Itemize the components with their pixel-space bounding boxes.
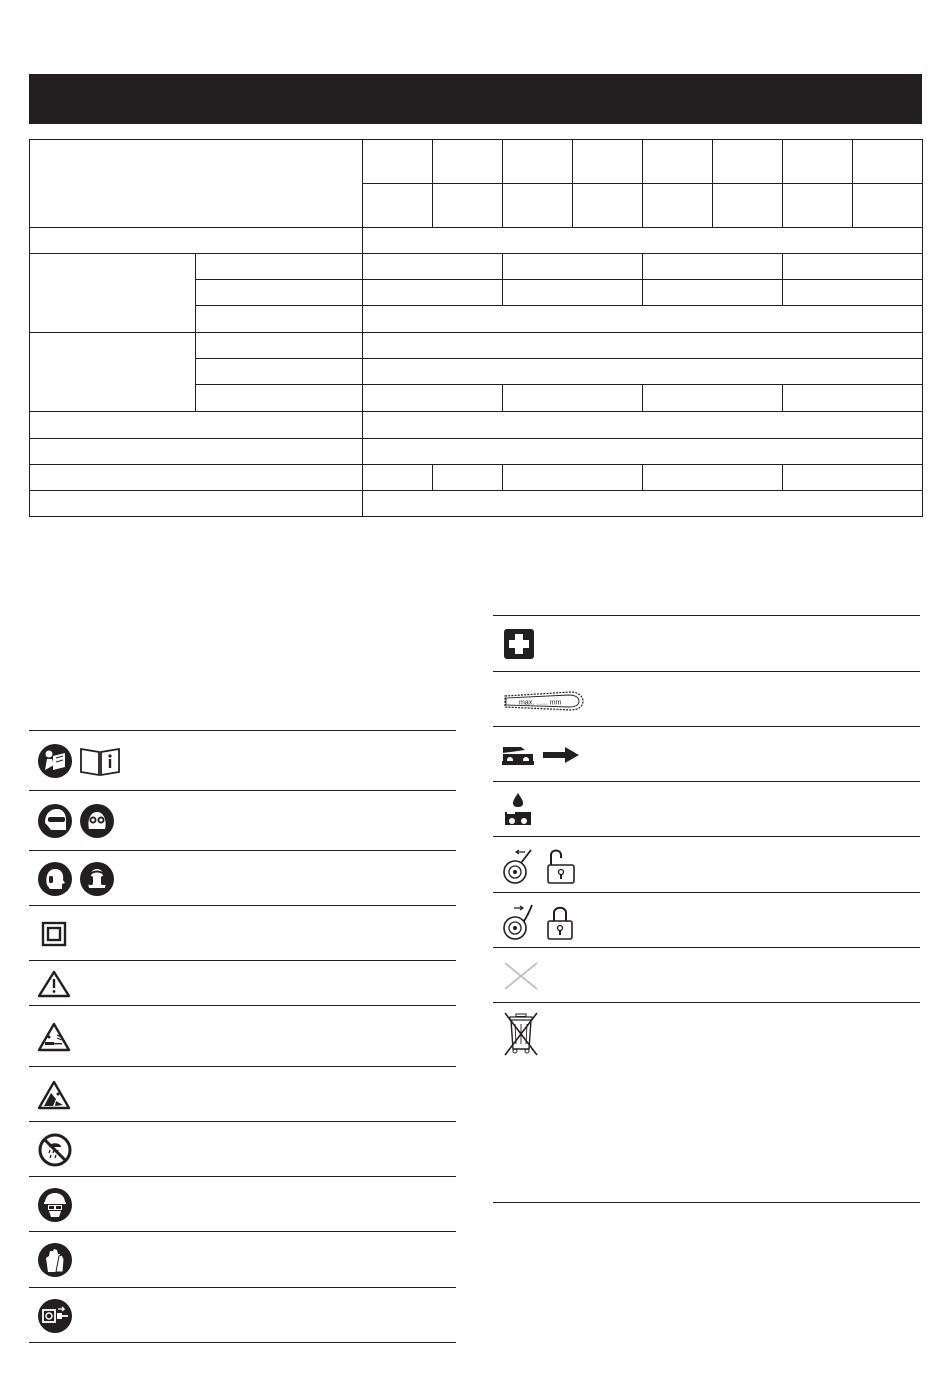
symbol-row bbox=[493, 947, 920, 1003]
right-symbol-list bbox=[493, 615, 920, 1203]
read-manual-icon bbox=[37, 743, 73, 779]
symbol-row bbox=[29, 960, 456, 1006]
value-cell bbox=[643, 280, 783, 306]
group-label-cell bbox=[30, 333, 196, 412]
kickback-warning-icon bbox=[37, 1021, 71, 1053]
symbol-row bbox=[493, 726, 920, 782]
value-cell bbox=[503, 280, 643, 306]
row-label-cell bbox=[30, 465, 363, 491]
value-cell bbox=[503, 254, 643, 280]
value-cell bbox=[503, 465, 643, 491]
value-cell bbox=[363, 412, 923, 439]
model-cell bbox=[783, 140, 853, 184]
table-corner-cell bbox=[30, 140, 363, 228]
model-cell bbox=[573, 140, 643, 184]
sub-label-cell bbox=[196, 333, 363, 359]
table-row bbox=[30, 439, 923, 465]
chain-direction-icon bbox=[501, 743, 535, 767]
unlocked-padlock-icon bbox=[543, 845, 577, 885]
value-cell bbox=[363, 228, 923, 254]
sub-label-cell bbox=[196, 359, 363, 385]
guide-bar-length-icon bbox=[501, 685, 585, 715]
value-cell bbox=[643, 254, 783, 280]
value-cell bbox=[363, 333, 923, 359]
symbol-row bbox=[29, 905, 456, 961]
value-cell bbox=[783, 280, 923, 306]
face-shield-helmet-icon bbox=[37, 803, 73, 839]
symbol-row bbox=[29, 1066, 456, 1122]
first-aid-icon bbox=[501, 626, 537, 662]
sub-label-cell bbox=[196, 254, 363, 280]
value-cell bbox=[363, 465, 433, 491]
right-arrow-icon bbox=[541, 745, 581, 765]
sub-label-cell bbox=[196, 385, 363, 412]
model-cell bbox=[713, 140, 783, 184]
value-cell bbox=[783, 465, 923, 491]
symbol-row bbox=[493, 671, 920, 727]
symbol-row bbox=[29, 1287, 456, 1343]
symbol-row bbox=[29, 1005, 456, 1067]
symbol-row bbox=[29, 790, 456, 851]
value-cell bbox=[643, 465, 783, 491]
table-row bbox=[30, 412, 923, 439]
warning-triangle-icon bbox=[37, 969, 71, 999]
bar-length-label: max. ...... mm bbox=[519, 699, 562, 706]
instruction-book-icon bbox=[79, 745, 121, 777]
symbol-row bbox=[493, 892, 920, 948]
table-row bbox=[30, 465, 923, 491]
value-cell bbox=[363, 306, 923, 333]
variant-cell bbox=[363, 184, 433, 228]
row-label-cell bbox=[30, 228, 363, 254]
section-header-bar bbox=[29, 74, 922, 124]
value-cell bbox=[363, 280, 503, 306]
left-symbol-list bbox=[29, 730, 456, 1343]
row-label-cell bbox=[30, 412, 363, 439]
falling-debris-warning-icon bbox=[37, 1079, 71, 1111]
table-header-row bbox=[30, 140, 923, 184]
safety-goggles-icon bbox=[79, 803, 115, 839]
variant-cell bbox=[503, 184, 573, 228]
symbol-row bbox=[493, 615, 920, 672]
row-label-cell bbox=[30, 491, 363, 517]
symbol-row bbox=[29, 730, 456, 791]
unplug-power-icon bbox=[37, 1298, 73, 1334]
table-row bbox=[30, 333, 923, 359]
sub-label-cell bbox=[196, 306, 363, 333]
symbol-row bbox=[29, 1176, 456, 1232]
value-cell bbox=[363, 491, 923, 517]
value-cell bbox=[363, 359, 923, 385]
model-cell bbox=[363, 140, 433, 184]
symbol-row bbox=[493, 836, 920, 893]
chain-oil-icon bbox=[501, 791, 535, 829]
value-cell bbox=[363, 385, 503, 412]
model-cell bbox=[643, 140, 713, 184]
row-label-cell bbox=[30, 439, 363, 465]
double-insulation-icon bbox=[37, 917, 71, 951]
value-cell bbox=[363, 254, 503, 280]
group-label-cell bbox=[30, 254, 196, 333]
chain-brake-engage-icon bbox=[501, 901, 537, 941]
value-cell bbox=[643, 385, 783, 412]
locked-padlock-icon bbox=[543, 901, 577, 941]
model-cell bbox=[433, 140, 503, 184]
value-cell bbox=[783, 385, 923, 412]
chain-brake-release-icon bbox=[501, 845, 537, 885]
model-cell bbox=[503, 140, 573, 184]
variant-cell bbox=[433, 184, 503, 228]
value-cell bbox=[783, 254, 923, 280]
symbol-row bbox=[29, 850, 456, 906]
head-protection-icon bbox=[37, 861, 73, 897]
symbol-row bbox=[29, 1121, 456, 1177]
ear-protection-icon bbox=[79, 861, 115, 897]
value-cell bbox=[363, 439, 923, 465]
technical-data-table bbox=[29, 139, 923, 517]
table-row bbox=[30, 254, 923, 280]
variant-cell bbox=[713, 184, 783, 228]
helmet-eye-ear-protection-icon bbox=[37, 1187, 73, 1223]
variant-cell bbox=[783, 184, 853, 228]
protective-gloves-icon bbox=[37, 1242, 73, 1278]
variant-cell bbox=[643, 184, 713, 228]
value-cell bbox=[433, 465, 503, 491]
no-rain-exposure-icon bbox=[37, 1132, 73, 1168]
sub-label-cell bbox=[196, 280, 363, 306]
not-allowed-cross-icon bbox=[501, 959, 541, 993]
variant-cell bbox=[573, 184, 643, 228]
table-row bbox=[30, 491, 923, 517]
symbol-row bbox=[493, 1002, 920, 1211]
symbol-row bbox=[29, 1231, 456, 1288]
symbol-row bbox=[493, 781, 920, 837]
table-row bbox=[30, 228, 923, 254]
value-cell bbox=[503, 385, 643, 412]
model-cell bbox=[853, 140, 923, 184]
variant-cell bbox=[853, 184, 923, 228]
weee-bin-icon bbox=[501, 1011, 541, 1057]
